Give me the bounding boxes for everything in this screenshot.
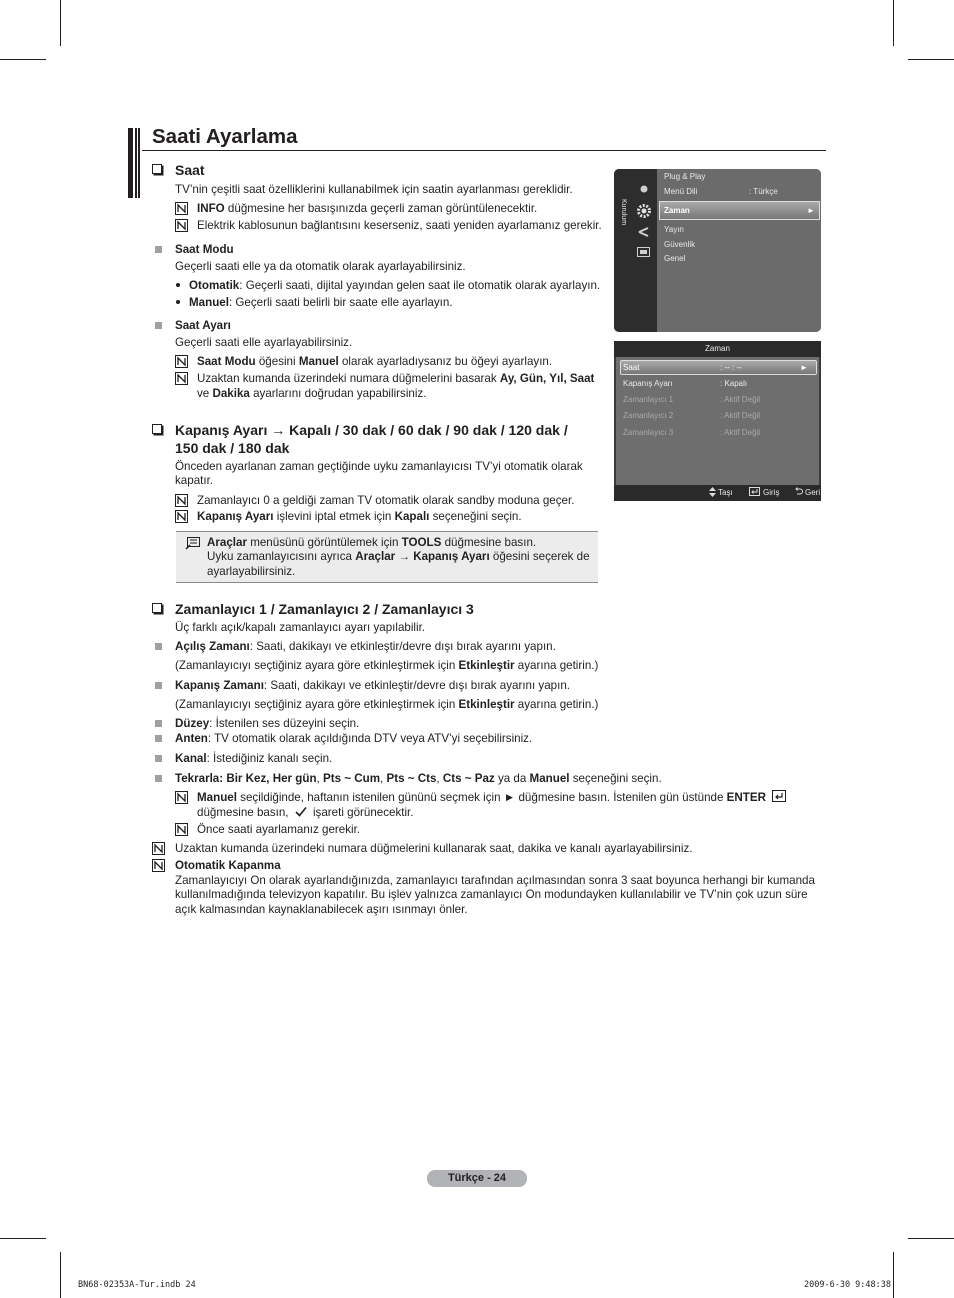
note-icon bbox=[175, 372, 188, 385]
section-heading-sleep-l1: Kapanış Ayarı → Kapalı / 30 dak / 60 dak / 90 dak / 120 dak / bbox=[175, 422, 568, 438]
tools-line3: ayarlayabilirsiniz. bbox=[207, 565, 296, 578]
tools-icon bbox=[185, 537, 200, 550]
timers-off-time: Kapanış Zamanı: Saati, dakikayı ve etkinleştir/devre dışı bırak ayarını yapın. bbox=[175, 679, 571, 692]
timers-antenna: Anten: TV otomatik olarak açıldığında DTV veya ATV’yi seçebilirsiniz. bbox=[175, 732, 533, 745]
tv-time-row-value: : Aktif Değil bbox=[720, 411, 761, 420]
title-bar-decoration bbox=[128, 128, 140, 198]
timers-repeat-note-l1: Manuel seçildiğinde, haftanın istenilen gününü seçmek için ► düğmesine basın. İstenilen gün üstünde ENTER bbox=[197, 791, 766, 804]
tv-time-selected-row[interactable] bbox=[620, 360, 817, 375]
square-bullet-icon bbox=[155, 735, 162, 742]
tools-line1: Araçlar menüsünü görüntülemek için TOOLS düğmesine basın. bbox=[207, 536, 537, 549]
title-rule bbox=[142, 150, 826, 151]
saat-ayari-note1: Saat Modu öğesini Manuel olarak ayarladıysanız bu öğeyi ayarlayın. bbox=[197, 355, 553, 368]
input-icon bbox=[638, 227, 650, 237]
tv-menu-arrow-icon: ► bbox=[807, 206, 815, 215]
tv-time-menu-body bbox=[616, 357, 819, 485]
tv-time-arrow-icon: ► bbox=[800, 363, 808, 372]
saat-modu-heading: Saat Modu bbox=[175, 243, 234, 256]
timers-repeat: Tekrarla: Bir Kez, Her gün, Pts ~ Cum, Pts ~ Cts, Cts ~ Paz ya da Manuel seçeneğini seçin. bbox=[175, 772, 662, 785]
gear-icon bbox=[636, 203, 652, 219]
picture-icon bbox=[638, 183, 650, 195]
tools-line2: Uyku zamanlayıcısını ayrıca Araçlar → Kapanış Ayarı öğesini seçerek de bbox=[207, 550, 590, 563]
crop-mark bbox=[0, 1238, 46, 1239]
tv-menu-item-zaman[interactable]: Zaman bbox=[664, 206, 690, 215]
square-bullet-icon bbox=[155, 682, 162, 689]
crop-mark bbox=[60, 1252, 61, 1298]
timers-repeat-note2: Önce saati ayarlamanız gerekir. bbox=[197, 823, 361, 836]
checkbox-icon bbox=[152, 603, 162, 613]
tv-footer-move: Taşı bbox=[718, 488, 733, 497]
updown-icon bbox=[709, 487, 716, 497]
bullet-dot bbox=[176, 283, 180, 287]
timers-channel: Kanal: İstediğiniz kanalı seçin. bbox=[175, 752, 333, 765]
square-bullet-icon bbox=[155, 755, 162, 762]
tv-time-row-label[interactable]: Kapanış Ayarı bbox=[623, 379, 673, 388]
bullet-dot bbox=[176, 300, 180, 304]
saat-intro: TV’nin çeşitli saat özelliklerini kullanabilmek için saatin ayarlanması gereklidir. bbox=[175, 183, 573, 196]
tv-time-row-label[interactable]: Zamanlayıcı 3 bbox=[623, 428, 674, 437]
crop-mark bbox=[908, 59, 954, 60]
note-icon bbox=[152, 859, 165, 872]
tv-time-row-value: : Aktif Değil bbox=[720, 428, 761, 437]
crop-mark bbox=[60, 0, 61, 46]
square-bullet-icon bbox=[155, 246, 162, 253]
crop-mark bbox=[893, 0, 894, 46]
section-heading-saat: Saat bbox=[175, 162, 205, 178]
return-icon bbox=[794, 487, 803, 496]
saat-ayari-desc: Geçerli saati elle ayarlayabilirsiniz. bbox=[175, 336, 353, 349]
enter-icon bbox=[749, 487, 760, 496]
tv-time-row-label[interactable]: Zamanlayıcı 1 bbox=[623, 395, 674, 404]
square-bullet-icon bbox=[155, 720, 162, 727]
tv-menu-item-yayin[interactable]: Yayın bbox=[664, 225, 684, 234]
crop-mark bbox=[0, 59, 46, 60]
tv-time-menu bbox=[614, 341, 821, 501]
page-title: Saati Ayarlama bbox=[152, 125, 298, 148]
tv-time-row-value: : -- : -- bbox=[720, 363, 742, 372]
tv-menu-side-label: Kurulum bbox=[620, 198, 628, 226]
note-icon bbox=[152, 842, 165, 855]
tv-time-menu-title: Zaman bbox=[705, 344, 730, 353]
timers-desc: Üç farklı açık/kapalı zamanlayıcı ayarı yapılabilir. bbox=[175, 621, 426, 634]
page-number: Türkçe - 24 bbox=[427, 1170, 527, 1187]
timers-note-remote: Uzaktan kumanda üzerindeki numara düğmelerini kullanarak saat, dakika ve kanalı ayarlayabilirsiniz. bbox=[175, 842, 693, 855]
auto-off-l2: kullanılmadığında televizyon kapatılır. Bu işlev yalnızca zamanlayıcı On modundayken kullanılabilir ve TV’nin çok uzun süre bbox=[175, 888, 808, 901]
timers-on-time: Açılış Zamanı: Saati, dakikayı ve etkinleştir/devre dışı bırak ayarını yapın. bbox=[175, 640, 556, 653]
tv-menu-item-guvenlik[interactable]: Güvenlik bbox=[664, 240, 696, 249]
saat-modu-desc: Geçerli saati elle ya da otomatik olarak ayarlayabilirsiniz. bbox=[175, 260, 466, 273]
note-icon bbox=[175, 494, 188, 507]
tv-setup-menu bbox=[614, 169, 821, 332]
saat-modu-manuel: Manuel: Geçerli saati belirli bir saate elle ayarlayın. bbox=[189, 296, 453, 309]
saat-modu-otomatik: Otomatik: Geçerli saati, dijital yayından gelen saat ile otomatik olarak ayarlayın. bbox=[189, 279, 601, 292]
saat-ayari-note2-l1: Uzaktan kumanda üzerindeki numara düğmelerini basarak Ay, Gün, Yıl, Saat bbox=[197, 372, 595, 385]
tv-menu-item-menu-dili-value: : Türkçe bbox=[749, 187, 778, 196]
tv-time-row-label[interactable]: Saat bbox=[623, 363, 640, 372]
timers-repeat-note-l2: düğmesine basın, işareti görünecektir. bbox=[197, 806, 414, 819]
saat-note-info: INFO düğmesine her basışınızda geçerli zaman görüntülenecektir. bbox=[197, 202, 538, 215]
tv-footer-back: Geri bbox=[805, 488, 821, 497]
saat-note-power: Elektrik kablosunun bağlantısını keserseniz, saati yeniden ayarlamanız gerekir. bbox=[197, 219, 602, 232]
application-icon bbox=[637, 247, 650, 257]
timers-off-time-l2: (Zamanlayıcıyı seçtiğiniz ayara göre etkinleştirmek için Etkinleştir ayarına getirin.) bbox=[175, 698, 599, 711]
square-bullet-icon bbox=[155, 775, 162, 782]
section-heading-sleep-l2: 150 dak / 180 dak bbox=[175, 440, 290, 456]
square-bullet-icon bbox=[155, 643, 162, 650]
tv-menu-sidebar bbox=[614, 169, 657, 332]
enter-icon bbox=[772, 790, 786, 802]
tv-menu-item-menu-dili[interactable]: Menü Dili bbox=[664, 187, 698, 196]
tv-menu-item-plug-play[interactable]: Plug & Play bbox=[664, 172, 706, 181]
auto-off-l3: açık kalmasından kaynaklanabilecek aşırı ısınmayı önler. bbox=[175, 903, 468, 916]
sleep-note1: Zamanlayıcı 0 a geldiği zaman TV otomatik olarak sandby moduna geçer. bbox=[197, 494, 575, 507]
saat-ayari-note2-l2: ve Dakika ayarlarını doğrudan yapabilirsiniz. bbox=[197, 387, 427, 400]
note-icon bbox=[175, 202, 188, 215]
auto-off-l1: Zamanlayıcıyı On olarak ayarlandığınızda, zamanlayıcı tarafından açılmasından sonra 3 saat boyunca herhangi bir kumanda bbox=[175, 874, 815, 887]
tv-time-row-label[interactable]: Zamanlayıcı 2 bbox=[623, 411, 674, 420]
auto-off-heading: Otomatik Kapanma bbox=[175, 859, 281, 872]
square-bullet-icon bbox=[155, 322, 162, 329]
tv-menu-item-genel[interactable]: Genel bbox=[664, 254, 686, 263]
crop-mark bbox=[893, 1252, 894, 1298]
sleep-desc-l1: Önceden ayarlanan zaman geçtiğinde uyku zamanlayıcısı TV’yi otomatik olarak bbox=[175, 460, 583, 473]
tv-time-row-value: : Kapalı bbox=[720, 379, 748, 388]
note-icon bbox=[175, 510, 188, 523]
check-icon bbox=[295, 806, 307, 817]
slug-right: 2009-6-30 9:48:38 bbox=[804, 1280, 891, 1290]
slug-left: BN68-02353A-Tur.indb 24 bbox=[78, 1280, 196, 1290]
note-icon bbox=[175, 791, 188, 804]
crop-mark bbox=[908, 1238, 954, 1239]
note-icon bbox=[175, 219, 188, 232]
saat-ayari-heading: Saat Ayarı bbox=[175, 319, 231, 332]
note-icon bbox=[175, 355, 188, 368]
note-icon bbox=[175, 823, 188, 836]
sleep-note2: Kapanış Ayarı işlevini iptal etmek için Kapalı seçeneğini seçin. bbox=[197, 510, 522, 523]
tv-time-row-value: : Aktif Değil bbox=[720, 395, 761, 404]
sleep-desc-l2: kapatır. bbox=[175, 474, 214, 487]
checkbox-icon bbox=[152, 164, 162, 174]
timers-volume: Düzey: İstenilen ses düzeyini seçin. bbox=[175, 717, 360, 730]
timers-on-time-l2: (Zamanlayıcıyı seçtiğiniz ayara göre etkinleştirmek için Etkinleştir ayarına getirin.) bbox=[175, 659, 599, 672]
tv-footer-enter: Giriş bbox=[763, 488, 780, 497]
section-heading-timers: Zamanlayıcı 1 / Zamanlayıcı 2 / Zamanlayıcı 3 bbox=[175, 601, 474, 617]
checkbox-icon bbox=[152, 424, 162, 434]
